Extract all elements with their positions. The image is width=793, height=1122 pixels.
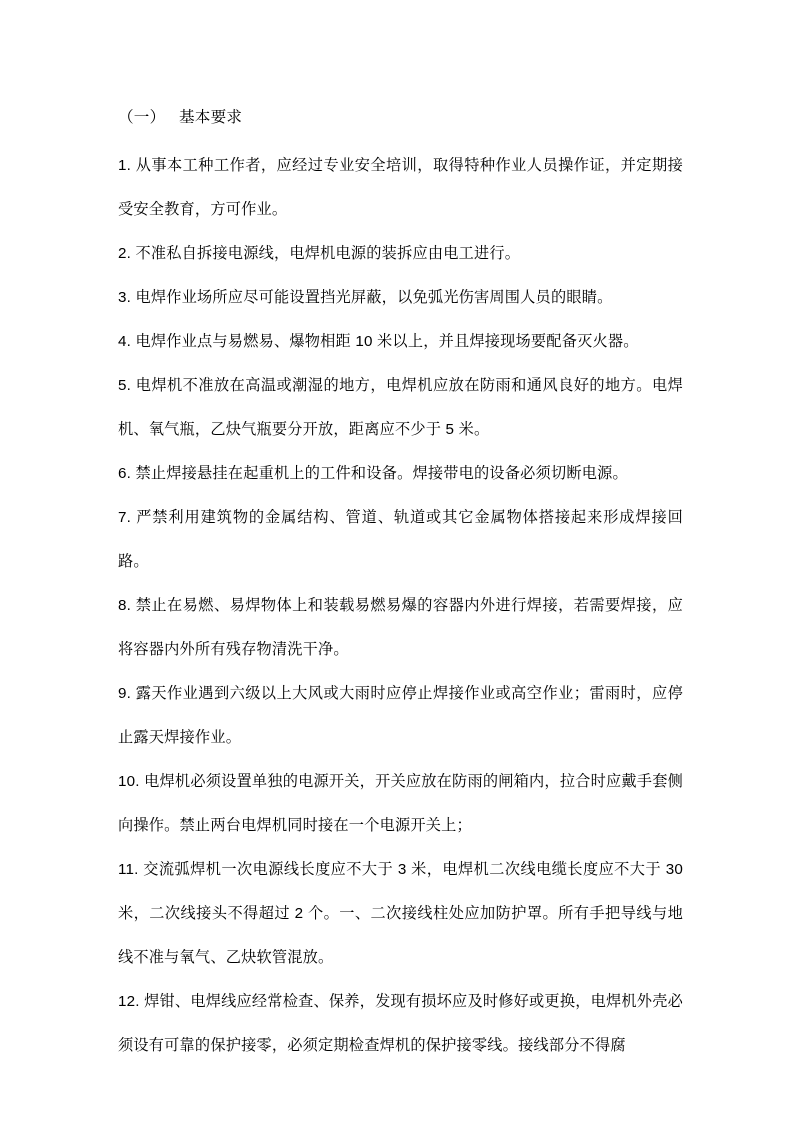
paragraph-12: 12. 焊钳、电焊线应经常检查、保养，发现有损坏应及时修好或更换，电焊机外壳必须设有可靠的保护接零，必须定期检查焊机的保护接零线。接线部分不得腐: [118, 993, 683, 1054]
paragraph-6: 6. 禁止焊接悬挂在起重机上的工件和设备。焊接带电的设备必须切断电源。: [118, 465, 628, 482]
paragraph-9: 9. 露天作业遇到六级以上大风或大雨时应停止焊接作业或高空作业；雷雨时，应停止露天焊接作业。: [118, 685, 683, 746]
section-heading: （一） 基本要求: [118, 109, 243, 126]
paragraph-8: 8. 禁止在易燃、易焊物体上和装载易燃易爆的容器内外进行焊接，若需要焊接，应将容器内外所有残存物清洗干净。: [118, 597, 683, 658]
paragraph-10: 10. 电焊机必须设置单独的电源开关，开关应放在防雨的闸箱内，拉合时应戴手套侧向操作。禁止两台电焊机同时接在一个电源开关上；: [118, 773, 683, 834]
paragraph-1: 1. 从事本工种工作者，应经过专业安全培训，取得特种作业人员操作证，并定期接受安全教育，方可作业。: [118, 157, 683, 218]
paragraph-5: 5. 电焊机不准放在高温或潮湿的地方，电焊机应放在防雨和通风良好的地方。电焊机、氧气瓶，乙炔气瓶要分开放，距离应不少于 5 米。: [118, 377, 683, 438]
paragraph-7: 7. 严禁利用建筑物的金属结构、管道、轨道或其它金属物体搭接起来形成焊接回路。: [118, 509, 683, 570]
document-body: [118, 96, 688, 1068]
paragraph-11: 11. 交流弧焊机一次电源线长度应不大于 3 米，电焊机二次线电缆长度应不大于 30 米，二次线接头不得超过 2 个。一、二次接线柱处应加防护罩。所有手把导线与地线不准与氧气、乙炔软管混放。: [118, 861, 688, 966]
paragraph-4: 4. 电焊作业点与易燃易、爆物相距 10 米以上，并且焊接现场要配备灭火器。: [118, 333, 639, 350]
paragraph-3: 3. 电焊作业场所应尽可能设置挡光屏蔽，以免弧光伤害周围人员的眼睛。: [118, 289, 613, 306]
paragraph-2: 2. 不准私自拆接电源线，电焊机电源的装拆应由电工进行。: [118, 245, 521, 262]
